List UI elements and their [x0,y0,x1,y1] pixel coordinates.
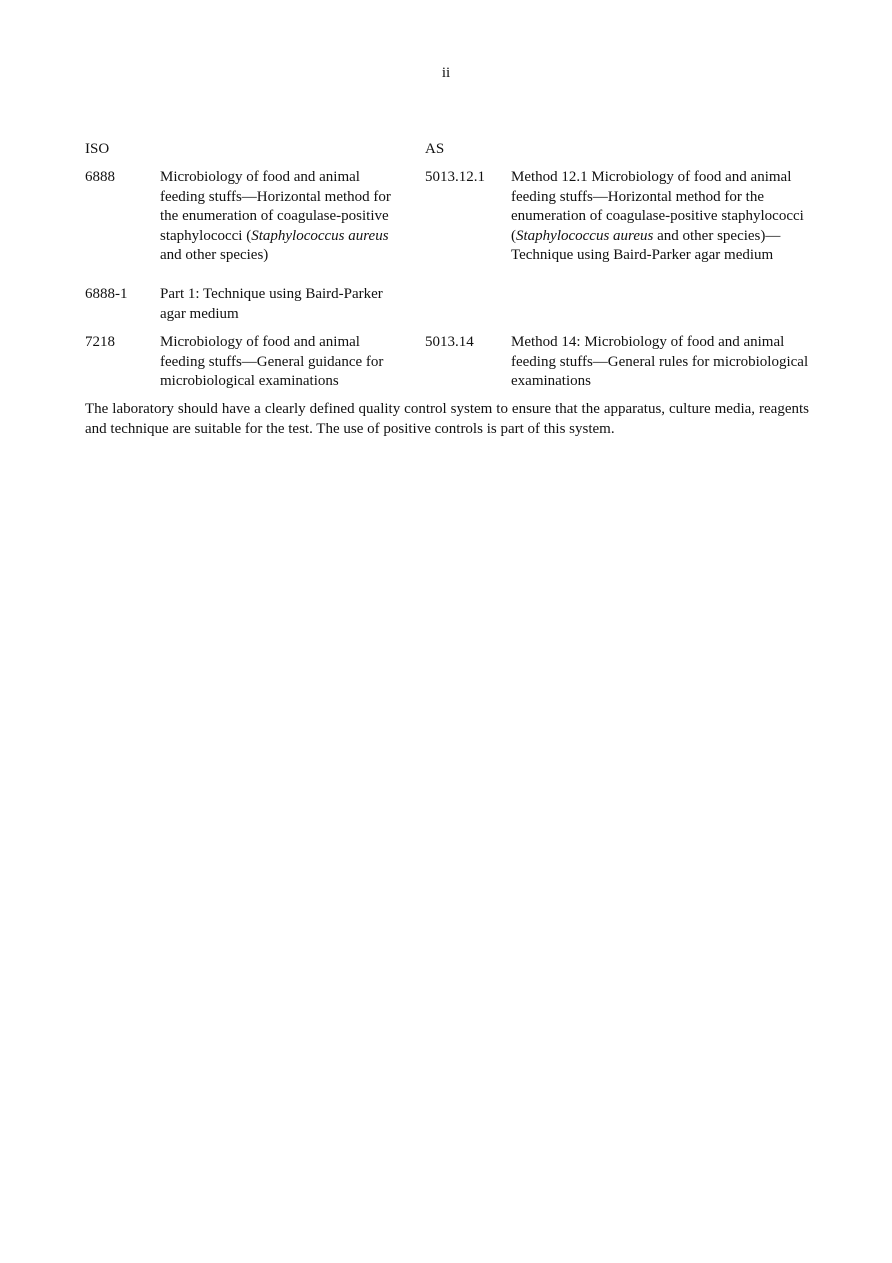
iso-code-6888-1: 6888-1 [85,286,128,302]
iso-code-7218: 7218 [85,334,115,350]
iso-column-header: ISO [85,141,110,157]
as-code-5013-12-1: 5013.12.1 [425,169,485,185]
quality-control-paragraph: The laboratory should have a clearly defined quality control system to ensure that the apparatus, culture media, reagents and technique are suitable for the test. The use of positive controls is part of this system. [85,401,809,437]
as-title-5013-14: Method 14: Microbiology of food and animal feeding stuffs—General rules for microbiological examinations [511,334,809,389]
as-code-5013-14: 5013.14 [425,334,474,350]
iso-title-7218: Microbiology of food and animal feeding stuffs—General guidance for microbiological examinations [160,334,384,389]
iso-title-6888: Microbiology of food and animal feeding stuffs—Horizontal method for the enumeration of coagulase-positive staphylococci (Staphylococcus aureus and other species) [160,169,391,263]
iso-code-6888: 6888 [85,169,115,185]
as-column-header: AS [425,141,445,157]
page-number: ii [441,65,451,81]
iso-title-6888-1: Part 1: Technique using Baird-Parker agar medium [160,286,383,322]
as-title-5013-12-1: Method 12.1 Microbiology of food and animal feeding stuffs—Horizontal method for the enumeration of coagulase-positive staphylococci (Staphylococcus aureus and other species)—Technique using Baird-Parker agar medium [511,169,804,263]
